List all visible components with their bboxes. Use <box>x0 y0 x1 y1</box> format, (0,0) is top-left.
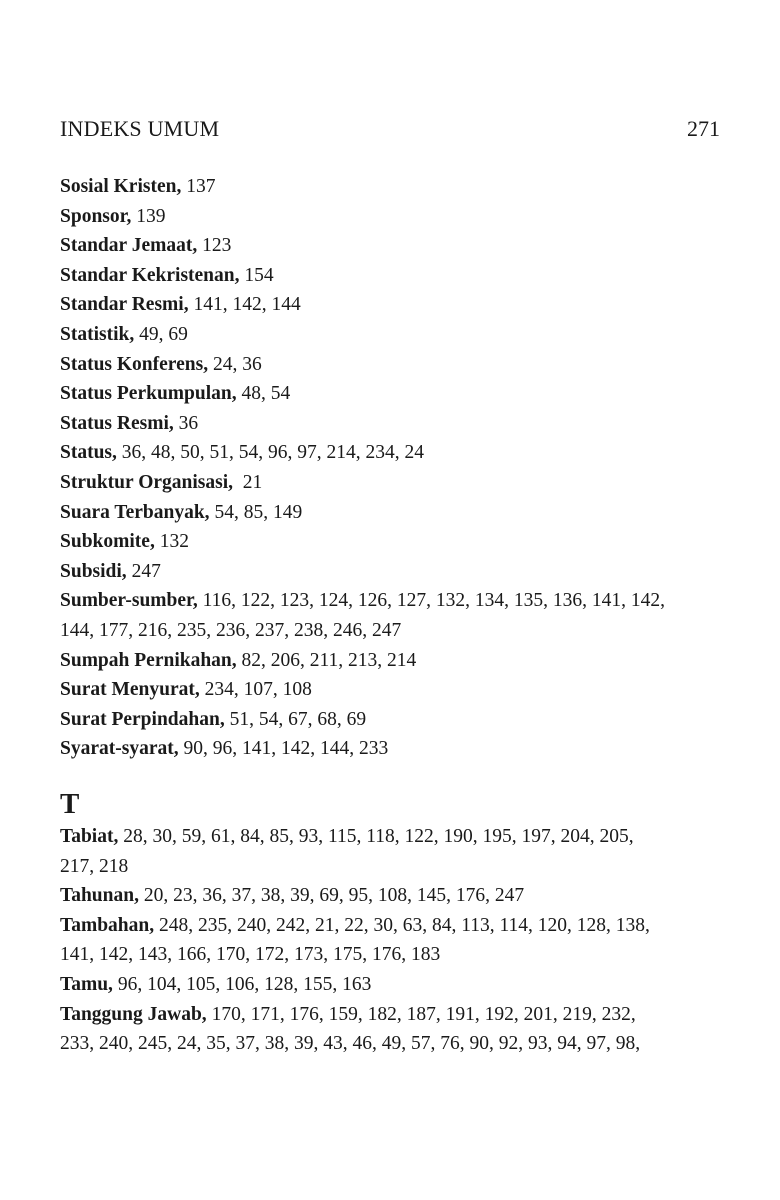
index-entry <box>60 409 722 439</box>
index-entry <box>60 468 722 498</box>
page-number: 271 <box>687 116 720 141</box>
index-pages: 54, 85, 149 <box>209 501 303 523</box>
index-pages: 96, 104, 105, 106, 128, 155, 163 <box>112 973 372 995</box>
index-entry <box>60 231 722 261</box>
index-section-s <box>60 172 722 764</box>
index-pages: 123 <box>197 235 232 257</box>
index-term: Statistik, <box>60 323 135 345</box>
index-entry <box>60 705 722 735</box>
index-entry <box>60 438 722 468</box>
index-entry <box>60 172 722 202</box>
index-entry <box>60 290 722 320</box>
index-term: Sponsor, <box>60 205 132 227</box>
running-header <box>60 114 720 144</box>
index-term: Tamu, <box>60 973 113 995</box>
index-pages: 48, 54 <box>236 383 291 405</box>
index-term: Tahunan, <box>60 885 139 907</box>
index-pages: 234, 107, 108 <box>199 679 312 701</box>
index-term: Surat Perpindahan, <box>60 708 225 730</box>
index-term: Standar Kekristenan, <box>60 264 240 286</box>
index-pages: 248, 235, 240, 242, 21, 22, 30, 63, 84, 113, 114, 120, 128, 138, <box>154 914 650 936</box>
index-term: Status, <box>60 442 117 464</box>
index-pages: 247 <box>126 560 161 582</box>
index-pages: 137 <box>181 176 216 197</box>
index-entry <box>60 646 722 676</box>
index-term: Struktur Organisasi, <box>60 471 234 493</box>
index-entry-continuation: 144, 177, 216, 235, 236, 237, 238, 246, 247 <box>60 619 402 641</box>
index-term: Suara Terbanyak, <box>60 501 210 523</box>
index-entry <box>60 261 722 291</box>
book-page <box>60 0 720 1200</box>
index-pages: 36, 48, 50, 51, 54, 96, 97, 214, 234, 24 <box>116 442 425 464</box>
index-pages: 90, 96, 141, 142, 144, 233 <box>178 738 389 760</box>
index-term: Sosial Kristen, <box>60 176 182 197</box>
index-term: Tabiat, <box>60 826 119 847</box>
index-entry <box>60 379 722 409</box>
index-term: Tanggung Jawab, <box>60 1003 207 1025</box>
index-pages: 132 <box>154 531 189 553</box>
index-entry <box>60 822 722 852</box>
index-entry <box>60 527 722 557</box>
index-section-t <box>60 822 722 1059</box>
index-term: Subsidi, <box>60 560 127 582</box>
index-entry <box>60 202 722 232</box>
index-pages: 20, 23, 36, 37, 38, 39, 69, 95, 108, 145, 176, 247 <box>138 885 525 907</box>
index-pages: 36 <box>173 412 199 434</box>
index-entry-continuation: 217, 218 <box>60 855 129 877</box>
index-term: Status Perkumpulan, <box>60 383 237 405</box>
index-entry <box>60 911 722 941</box>
index-entry <box>60 557 722 587</box>
index-pages: 154 <box>239 264 274 286</box>
index-term: Status Resmi, <box>60 412 174 434</box>
index-entry-continuation: 141, 142, 143, 166, 170, 172, 173, 175, 176, 183 <box>60 944 441 966</box>
index-term: Standar Jemaat, <box>60 235 198 257</box>
index-entry <box>60 1000 722 1030</box>
running-title: INDEKS UMUM <box>60 116 220 141</box>
section-letter-heading: T <box>60 788 80 820</box>
index-pages: 21 <box>233 471 263 493</box>
index-pages: 116, 122, 123, 124, 126, 127, 132, 134, 135, 136, 141, 142, <box>197 590 666 612</box>
index-entry <box>60 734 722 764</box>
index-term: Tambahan, <box>60 914 155 936</box>
index-term: Sumber-sumber, <box>60 590 198 612</box>
index-pages: 82, 206, 211, 213, 214 <box>236 649 417 671</box>
index-pages: 24, 36 <box>208 353 262 375</box>
index-entry <box>60 350 722 380</box>
index-term: Status Konferens, <box>60 353 209 375</box>
index-pages: 28, 30, 59, 61, 84, 85, 93, 115, 118, 122, 190, 195, 197, 204, 205, <box>118 826 634 847</box>
index-entry <box>60 498 722 528</box>
index-entry <box>60 320 722 350</box>
index-entry <box>60 881 722 911</box>
index-pages: 170, 171, 176, 159, 182, 187, 191, 192, 201, 219, 232, <box>206 1003 636 1025</box>
index-entry-continuation: 233, 240, 245, 24, 35, 37, 38, 39, 43, 46, 49, 57, 76, 90, 92, 93, 94, 97, 98, <box>60 1033 641 1055</box>
index-entry <box>60 586 722 616</box>
index-term: Subkomite, <box>60 531 155 553</box>
index-pages: 49, 69 <box>134 323 188 345</box>
index-entry <box>60 675 722 705</box>
index-term: Sumpah Pernikahan, <box>60 649 237 671</box>
index-pages: 51, 54, 67, 68, 69 <box>224 708 367 730</box>
index-entry <box>60 970 722 1000</box>
index-pages: 141, 142, 144 <box>188 294 301 316</box>
index-term: Syarat-syarat, <box>60 738 179 760</box>
index-pages: 139 <box>131 205 166 227</box>
index-term: Surat Menyurat, <box>60 679 200 701</box>
index-term: Standar Resmi, <box>60 294 189 316</box>
